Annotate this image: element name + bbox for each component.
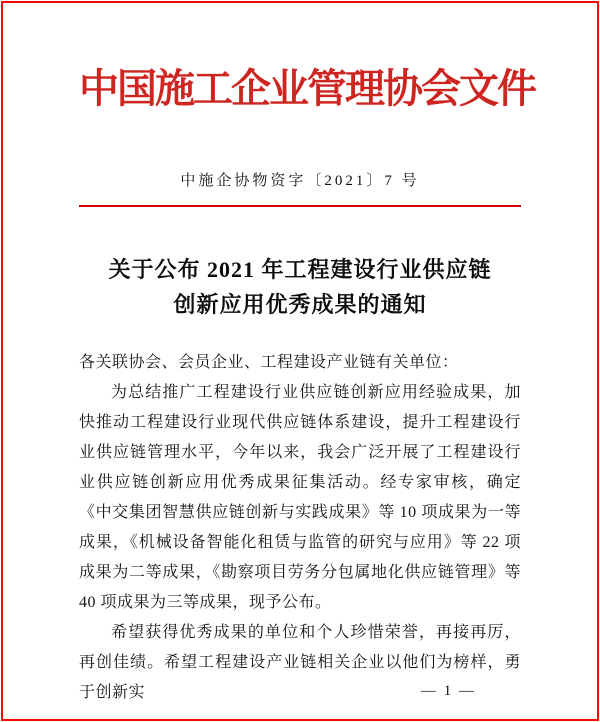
document-number: 中施企协物资字〔2021〕7 号 — [180, 173, 420, 189]
body-paragraph: 为总结推广工程建设行业供应链创新应用经验成果，加快推动工程建设行业现代供应链体系建设，提升工程建设行业供应链管理水平，今年以来，我会广泛开展了工程建设行业供应链创新应用优秀成果征集活动。经专家审核，确定《中交集团智慧供应链创新与实践成果》等 10 项成果为一等成果，《机械设备智能化租赁与监管的研究与应用》等 22 项成果为二等成果，《勘察项目劳务分包属地化供应链管理》等 40 项成果为三等成果，现予公布。 — [79, 384, 521, 611]
letterhead-title: 中国施工企业管理协会文件 — [79, 66, 535, 111]
salutation: 各关联协会、会员企业、工程建设产业链有关单位： — [79, 354, 459, 371]
page-number: — 1 — — [421, 683, 476, 699]
body-paragraph: 希望获得优秀成果的单位和个人珍惜荣誉，再接再厉，再创佳绩。希望工程建设产业链相关企业以他们为榜样，勇于创新实 — [79, 624, 521, 701]
notice-title-line-2: 创新应用优秀成果的通知 — [173, 292, 427, 317]
notice-body — [79, 348, 521, 708]
notice-title-line-1: 关于公布 2021 年工程建设行业供应链 — [108, 257, 492, 282]
notice-title — [79, 252, 521, 322]
letterhead-divider — [79, 205, 521, 207]
